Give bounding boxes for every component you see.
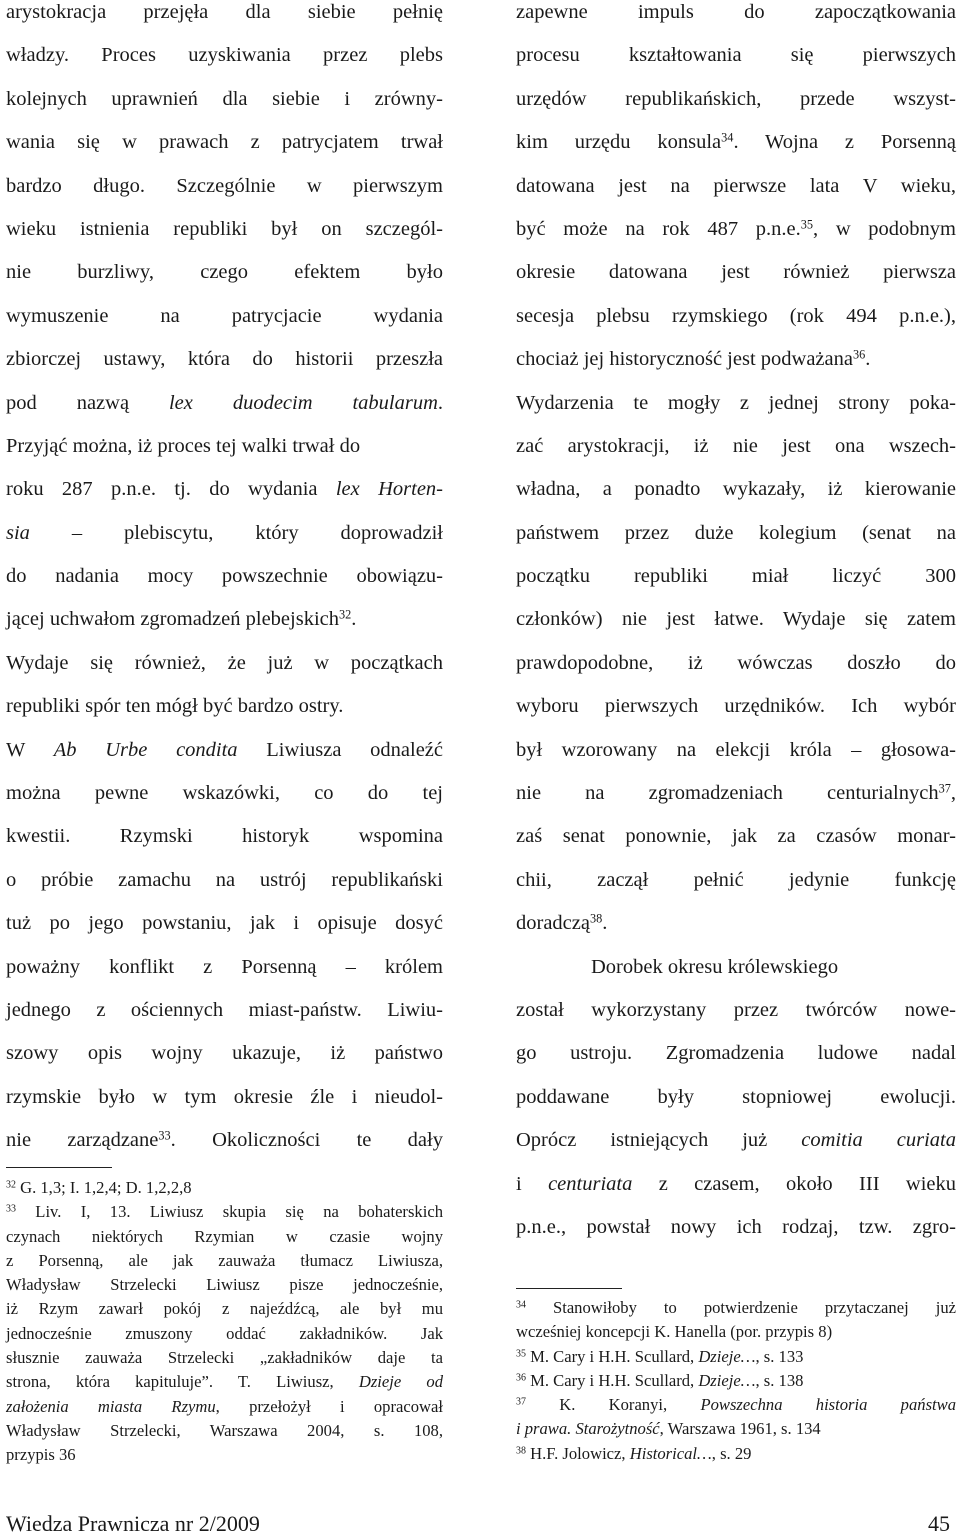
- text-segment: – plebiscytu, który doprowadził: [29, 521, 443, 544]
- text-segment: Przyjąć można, iż proces tej walki trwał do: [6, 434, 361, 457]
- text-segment: państwem przez duże kolegium (senat na: [516, 521, 956, 544]
- italic-text: Ab Urbe condita: [53, 738, 238, 761]
- text-segment: chii, zaczął pełnić jedynie funkcję: [516, 868, 956, 891]
- paragraph-line: [6, 815, 443, 858]
- text-segment: secesja plebsu rzymskiego (rok 494 p.n.e.),: [516, 304, 956, 327]
- text-segment: poważny konflikt z Porsenną – królem: [6, 955, 443, 978]
- paragraph-line: [6, 1076, 443, 1119]
- text-segment: można pewne wskazówki, co do tej: [6, 782, 443, 805]
- right-body-text: [516, 0, 956, 1249]
- footnote-line: [6, 1346, 443, 1370]
- paragraph-line: [516, 1119, 956, 1162]
- text-segment: doradczą: [516, 912, 590, 935]
- paragraph-line: [516, 468, 956, 511]
- paragraph-line: [6, 1119, 443, 1162]
- paragraph-line: [6, 989, 443, 1032]
- text-segment: kolejnych uprawnień dla siebie i zrówny-: [6, 87, 443, 110]
- paragraph-line: [516, 902, 956, 945]
- text-segment: bardzo długo. Szczególnie w pierwszym: [6, 174, 443, 197]
- italic-text: i prawa. Starożytność: [516, 1419, 660, 1439]
- text-segment: Władysław Strzelecki Liwiusz pisze jednocześnie,: [6, 1275, 443, 1295]
- paragraph-line: [516, 425, 956, 468]
- paragraph-line: [516, 1032, 956, 1075]
- text-segment: pod nazwą: [6, 391, 169, 414]
- text-segment: wymuszenie na patrycjacie wydania: [6, 304, 443, 327]
- text-segment: , s. 138: [755, 1370, 804, 1390]
- footnote-line: [516, 1442, 956, 1466]
- paragraph-line: [6, 338, 443, 381]
- footnote-line: [6, 1200, 443, 1224]
- text-segment: zbiorczej ustawy, która do historii przeszła: [6, 348, 443, 371]
- italic-text: centuriata: [548, 1172, 633, 1195]
- footnote-line: [6, 1225, 443, 1249]
- text-segment: z czasem, około III wieku: [632, 1172, 956, 1195]
- paragraph-line: [516, 642, 956, 685]
- paragraph-line: [6, 772, 443, 815]
- text-segment: rzymskie było w tym okresie źle i nieudol-: [6, 1085, 443, 1108]
- text-segment: Liwiusza odnaleźć: [237, 738, 443, 761]
- text-segment: Wydaje się również, że już w początkach: [6, 651, 443, 674]
- text-segment: wania się w prawach z patrycjatem trwał: [6, 131, 443, 154]
- text-segment: nie na zgromadzeniach centurialnych: [516, 782, 939, 805]
- page-number: 45: [928, 1511, 950, 1536]
- footnote-line: [6, 1443, 443, 1467]
- paragraph-line: [516, 34, 956, 77]
- text-segment: . Okoliczności te dały: [170, 1129, 443, 1152]
- paragraph-line: [6, 468, 443, 511]
- paragraph-line: [516, 1076, 956, 1119]
- text-segment: K. Koranyi,: [525, 1395, 701, 1415]
- text-segment: , w podobnym: [813, 217, 956, 240]
- italic-text: Dzieje od: [358, 1372, 443, 1392]
- footnote-line: [516, 1345, 956, 1369]
- footnote-reference: 34: [516, 1299, 526, 1311]
- text-segment: prawdopodobne, iż wówczas doszło do: [516, 651, 956, 674]
- text-segment: kim urzędu konsula: [516, 131, 722, 154]
- text-segment: zać arystokracji, iż nie jest ona wszech-: [516, 434, 956, 457]
- paragraph-line: [6, 165, 443, 208]
- paragraph-line: [6, 295, 443, 338]
- footnote-line: [516, 1393, 956, 1417]
- text-segment: .: [865, 348, 871, 371]
- paragraph-line: [516, 251, 956, 294]
- text-segment: iż Rzym zawarł pokój z najeźdźcą, ale był mu: [6, 1299, 443, 1319]
- paragraph-line: [516, 208, 956, 251]
- text-segment: członków) nie jest łatwe. Wydaje się zatem: [516, 608, 956, 631]
- text-segment: władzy. Proces uzyskiwania przez plebs: [6, 44, 443, 67]
- text-segment: G. 1,3; I. 1,2,4; D. 1,2,2,8: [15, 1178, 192, 1197]
- text-segment: strona, która kapituluje”. T. Liwiusz,: [6, 1372, 359, 1392]
- paragraph-line: [516, 685, 956, 728]
- text-segment: , s. 133: [755, 1346, 804, 1366]
- text-segment: być może na rok 487 p.n.e.: [516, 217, 801, 240]
- text-segment: wyboru pierwszych urzędników. Ich wybór: [516, 695, 956, 718]
- italic-text: lex Horten-: [335, 478, 444, 501]
- paragraph-line: [6, 642, 443, 685]
- paragraph-line: [6, 512, 443, 555]
- text-segment: Władysław Strzelecki, Warszawa 2004, s. 108,: [6, 1420, 443, 1440]
- paragraph-line: [6, 1032, 443, 1075]
- text-segment: wieku istnienia republiki był on szczegól-: [6, 217, 443, 240]
- text-segment: czynach niektórych Rzymian w czasie wojny: [6, 1226, 443, 1246]
- text-segment: , s. 29: [711, 1443, 752, 1463]
- paragraph-line: [516, 989, 956, 1032]
- text-segment: , przełożył i opracował: [215, 1396, 443, 1416]
- text-segment: przypis 36: [6, 1445, 76, 1465]
- text-segment: .: [602, 912, 608, 935]
- footnote-reference: 37: [938, 781, 951, 796]
- text-segment: i: [516, 1172, 549, 1195]
- paragraph-line: [6, 946, 443, 989]
- paragraph-line: [6, 121, 443, 164]
- text-segment: H.F. Jolowicz,: [525, 1443, 630, 1463]
- text-segment: M. Cary i H.H. Scullard,: [525, 1370, 699, 1390]
- italic-text: Powszechna historia państwa: [700, 1395, 957, 1415]
- paragraph-line: [6, 859, 443, 902]
- text-segment: zaś senat ponownie, jak za czasów monar-: [516, 825, 956, 848]
- paragraph-line: [516, 815, 956, 858]
- text-segment: okresie datowana jest również pierwsza: [516, 261, 956, 284]
- paragraph-line: [516, 1206, 956, 1249]
- italic-text: Dzieje…: [698, 1346, 756, 1366]
- paragraph-line: [6, 902, 443, 945]
- footnote-reference: 36: [516, 1372, 526, 1384]
- left-footnotes: [6, 1176, 443, 1468]
- text-segment: jącej uchwałom zgromadzeń plebejskich: [6, 608, 339, 631]
- footnote-reference: 33: [158, 1128, 171, 1143]
- left-footnote-rule: [6, 1167, 112, 1168]
- text-segment: chociaż jej historyczność jest podważana: [516, 348, 853, 371]
- footnote-reference: 35: [516, 1348, 526, 1360]
- text-segment: urzędów republikańskich, przede wszyst-: [516, 87, 956, 110]
- paragraph-line: [516, 1163, 956, 1206]
- text-segment: go ustroju. Zgromadzenia ludowe nadal: [516, 1042, 956, 1065]
- text-segment: .: [351, 608, 357, 631]
- paragraph-line: [6, 425, 443, 468]
- journal-title: Wiedza Prawnicza nr 2/2009: [6, 1511, 260, 1536]
- text-segment: słusznie zauważa Strzelecki „zakładników daje ta: [6, 1348, 443, 1368]
- text-segment: nie zarządzane: [6, 1129, 159, 1152]
- footnote-line: [6, 1419, 443, 1443]
- paragraph-line: [516, 78, 956, 121]
- text-segment: został wykorzystany przez twórców nowe-: [516, 998, 956, 1021]
- footnote-line: [6, 1176, 443, 1200]
- footnote-line: [6, 1370, 443, 1394]
- left-body-text: [6, 0, 443, 1163]
- text-segment: arystokracja przejęła dla siebie pełnię: [6, 1, 443, 23]
- page-footer: [6, 1509, 950, 1539]
- text-segment: władna, a ponadto wykazały, iż kierowanie: [516, 478, 956, 501]
- footnote-line: [516, 1417, 956, 1441]
- text-segment: W: [6, 738, 54, 761]
- footnote-reference: 38: [589, 911, 603, 926]
- italic-text: comitia curiata: [801, 1129, 956, 1152]
- footnote-line: [6, 1297, 443, 1321]
- paragraph-line: [516, 598, 956, 641]
- paragraph-line: [6, 208, 443, 251]
- paragraph-line: [516, 165, 956, 208]
- text-segment: do nadania mocy powszechnie obowiązu-: [6, 565, 443, 588]
- text-segment: , Warszawa 1961, s. 134: [659, 1419, 821, 1439]
- paragraph-line: [6, 34, 443, 77]
- paragraph-line: [6, 251, 443, 294]
- footnote-line: [516, 1369, 956, 1393]
- text-segment: Stanowiłoby to potwierdzenie przytaczanej już: [525, 1298, 956, 1317]
- text-segment: Liv. I, 13. Liwiusz skupia się na bohaterskich: [15, 1202, 443, 1222]
- italic-text: Historical…: [629, 1443, 712, 1463]
- paragraph-line: [516, 772, 956, 815]
- footnote-line: [6, 1395, 443, 1419]
- text-segment: poddawane były stopniowej ewolucji.: [516, 1085, 956, 1108]
- paragraph-line: [516, 338, 956, 381]
- text-segment: jednocześnie zmuszony oddać zakładników. Jak: [6, 1323, 443, 1343]
- text-segment: zapewne impuls do zapoczątkowania: [516, 1, 956, 23]
- footnote-reference: 32: [6, 1179, 16, 1191]
- text-segment: M. Cary i H.H. Scullard,: [525, 1346, 699, 1366]
- footnote-reference: 33: [6, 1203, 16, 1215]
- text-segment: kwestii. Rzymski historyk wspomina: [6, 825, 443, 848]
- text-segment: jednego z ościennych miast-państw. Liwiu-: [6, 998, 443, 1021]
- italic-text: sia: [6, 521, 30, 544]
- paragraph-line: [516, 859, 956, 902]
- footnote-line: [6, 1273, 443, 1297]
- footnote-line: [6, 1322, 443, 1346]
- text-segment: tuż po jego powstaniu, jak i opisuje dosyć: [6, 912, 443, 935]
- text-segment: był wzorowany na elekcji króla – głosowa-: [516, 738, 956, 761]
- right-footnote-rule: [516, 1288, 622, 1289]
- paragraph-line: [516, 946, 956, 989]
- footnote-reference: 32: [339, 607, 352, 622]
- paragraph-line: [6, 598, 443, 641]
- text-segment: p.n.e., powstał nowy ich rodzaj, tzw. zgro-: [516, 1215, 956, 1238]
- text-segment: z Porsenną, ale jak zauważa tłumacz Liwiusza,: [6, 1250, 443, 1270]
- paragraph-line: [6, 78, 443, 121]
- footnote-reference: 38: [516, 1445, 526, 1457]
- footnote-line: [516, 1320, 956, 1344]
- paragraph-line: [516, 512, 956, 555]
- text-segment: Dorobek okresu królewskiego: [591, 955, 839, 978]
- footnote-line: [6, 1249, 443, 1273]
- italic-text: Dzieje…: [698, 1370, 756, 1390]
- text-segment: .: [437, 391, 443, 414]
- footnote-reference: 36: [852, 347, 866, 362]
- text-segment: Oprócz istniejących już: [516, 1129, 802, 1152]
- footnote-line: [516, 1296, 956, 1320]
- text-segment: wcześniej koncepcji K. Hanella (por. przypis 8): [516, 1322, 833, 1342]
- text-segment: procesu kształtowania się pierwszych: [516, 44, 956, 67]
- footnote-reference: 37: [516, 1396, 526, 1408]
- paragraph-line: [516, 0, 956, 34]
- text-segment: . Wojna z Porsenną: [733, 131, 956, 154]
- paragraph-line: [516, 121, 956, 164]
- text-segment: Wydarzenia te mogły z jednej strony poka-: [516, 391, 956, 414]
- footnote-reference: 34: [721, 130, 734, 145]
- text-segment: szowy opis wojny ukazuje, iż państwo: [6, 1042, 443, 1065]
- paragraph-line: [6, 0, 443, 34]
- text-segment: o próbie zamachu na ustrój republikański: [6, 868, 443, 891]
- text-segment: ,: [950, 782, 956, 805]
- paragraph-line: [6, 555, 443, 598]
- text-segment: republiki spór ten mógł być bardzo ostry.: [6, 695, 344, 718]
- text-segment: roku 287 p.n.e. tj. do wydania: [6, 478, 336, 501]
- italic-text: założenia miasta Rzymu: [6, 1396, 216, 1416]
- paragraph-line: [516, 295, 956, 338]
- text-segment: początku republiki miał liczyć 300: [516, 565, 956, 588]
- footnote-reference: 35: [800, 217, 814, 232]
- paragraph-line: [516, 555, 956, 598]
- paragraph-line: [6, 685, 443, 728]
- paragraph-line: [6, 382, 443, 425]
- text-segment: nie burzliwy, czego efektem było: [6, 261, 443, 284]
- paragraph-line: [6, 729, 443, 772]
- paragraph-line: [516, 729, 956, 772]
- italic-text: lex duodecim tabularum: [168, 391, 438, 414]
- text-segment: datowana jest na pierwsze lata V wieku,: [516, 174, 956, 197]
- right-footnotes: [516, 1296, 956, 1466]
- paragraph-line: [516, 382, 956, 425]
